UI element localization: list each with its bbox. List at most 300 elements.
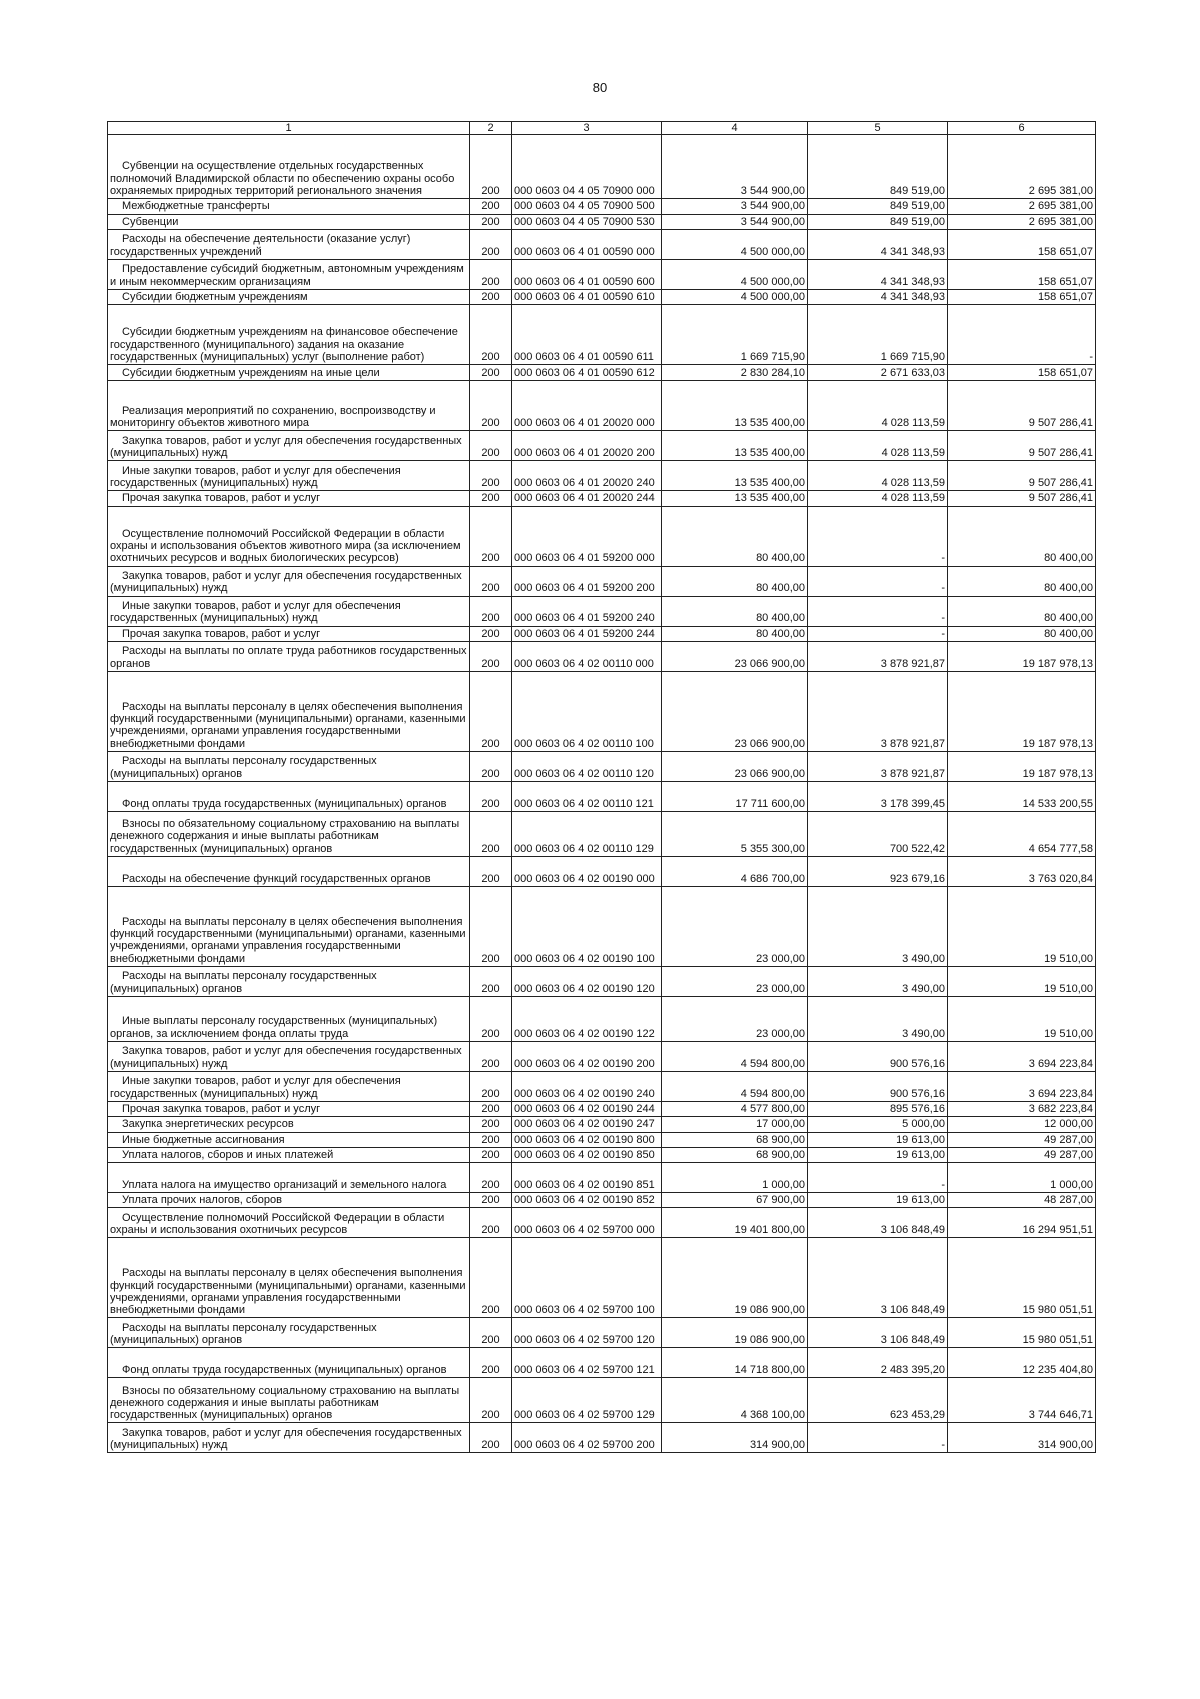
- row-admin-code: 200: [470, 1423, 512, 1453]
- row-admin-code: 200: [470, 781, 512, 811]
- table-row: [108, 996, 1096, 1041]
- row-unexecuted-amount: 49 287,00: [948, 1132, 1096, 1147]
- row-approved-amount: 2 830 284,10: [662, 365, 808, 381]
- row-name: [108, 751, 470, 781]
- row-budget-code: 000 0603 06 4 02 00190 850: [512, 1147, 662, 1162]
- row-admin-code: 200: [470, 461, 512, 491]
- row-admin-code: 200: [470, 1378, 512, 1423]
- row-name: [108, 461, 470, 491]
- row-name-text: Межбюджетные трансферты: [122, 200, 270, 213]
- row-name-text: Расходы на выплаты персоналу государственных (муниципальных) органов: [110, 1321, 377, 1347]
- row-name: [108, 1071, 470, 1101]
- row-unexecuted-amount: 4 654 777,58: [948, 811, 1096, 856]
- row-budget-code: 000 0603 06 4 02 00190 120: [512, 966, 662, 996]
- table-row: [108, 381, 1096, 431]
- table-row: [108, 671, 1096, 751]
- row-budget-code: 000 0603 06 4 02 00190 200: [512, 1041, 662, 1071]
- table-row: [108, 199, 1096, 214]
- row-budget-code: 000 0603 06 4 02 00190 100: [512, 886, 662, 966]
- row-unexecuted-amount: 80 400,00: [948, 626, 1096, 641]
- row-unexecuted-amount: 19 187 978,13: [948, 751, 1096, 781]
- row-budget-code: 000 0603 06 4 01 00590 610: [512, 289, 662, 304]
- row-executed-amount: 2 483 395,20: [808, 1348, 948, 1378]
- row-approved-amount: 4 594 800,00: [662, 1071, 808, 1101]
- row-name: [108, 641, 470, 671]
- row-approved-amount: 19 086 900,00: [662, 1318, 808, 1348]
- row-budget-code: 000 0603 06 4 02 00190 240: [512, 1071, 662, 1101]
- row-admin-code: 200: [470, 289, 512, 304]
- row-budget-code: 000 0603 06 4 02 00110 100: [512, 671, 662, 751]
- table-row: [108, 1132, 1096, 1147]
- row-admin-code: 200: [470, 1348, 512, 1378]
- row-approved-amount: 5 355 300,00: [662, 811, 808, 856]
- row-name-text: Расходы на выплаты персоналу в целях обеспечения выполнения функций государственными (муниципальными) органами, казенными учреждениями, органами управления государственными внебюджетными фондами: [110, 915, 466, 965]
- row-executed-amount: 3 106 848,49: [808, 1208, 948, 1238]
- row-name-text: Расходы на выплаты по оплате труда работников государственных органов: [110, 645, 467, 670]
- row-executed-amount: -: [808, 566, 948, 596]
- row-executed-amount: 900 576,16: [808, 1041, 948, 1071]
- row-admin-code: 200: [470, 641, 512, 671]
- table-row: [108, 596, 1096, 626]
- row-name: [108, 1132, 470, 1147]
- row-admin-code: 200: [470, 365, 512, 381]
- row-name: [108, 1041, 470, 1071]
- row-budget-code: 000 0603 06 4 01 20020 000: [512, 381, 662, 431]
- row-executed-amount: 3 106 848,49: [808, 1238, 948, 1318]
- row-executed-amount: 849 519,00: [808, 214, 948, 229]
- row-budget-code: 000 0603 06 4 02 59700 200: [512, 1423, 662, 1453]
- row-name: [108, 491, 470, 506]
- table-row: [108, 1117, 1096, 1132]
- row-unexecuted-amount: 3 763 020,84: [948, 856, 1096, 886]
- table-row: [108, 1318, 1096, 1348]
- row-name-text: Осуществление полномочий Российской Федерации в области охраны и использования объектов животного мира (за исключением охотничьих ресурсов и водных биологических ресурсов): [110, 527, 461, 565]
- row-approved-amount: 4 500 000,00: [662, 229, 808, 259]
- row-unexecuted-amount: 9 507 286,41: [948, 381, 1096, 431]
- row-admin-code: 200: [470, 626, 512, 641]
- row-approved-amount: 4 594 800,00: [662, 1041, 808, 1071]
- table-row: [108, 1238, 1096, 1318]
- row-unexecuted-amount: 19 187 978,13: [948, 671, 1096, 751]
- row-name: [108, 781, 470, 811]
- row-budget-code: 000 0603 04 4 05 70900 530: [512, 214, 662, 229]
- row-budget-code: 000 0603 06 4 01 20020 200: [512, 431, 662, 461]
- table-row: [108, 461, 1096, 491]
- row-budget-code: 000 0603 06 4 02 59700 121: [512, 1348, 662, 1378]
- row-name: [108, 506, 470, 566]
- row-approved-amount: 23 066 900,00: [662, 751, 808, 781]
- row-approved-amount: 13 535 400,00: [662, 431, 808, 461]
- row-executed-amount: 3 490,00: [808, 996, 948, 1041]
- row-approved-amount: 19 086 900,00: [662, 1238, 808, 1318]
- row-budget-code: 000 0603 06 4 02 00190 851: [512, 1163, 662, 1193]
- row-budget-code: 000 0603 06 4 01 00590 600: [512, 259, 662, 289]
- row-executed-amount: 1 669 715,90: [808, 305, 948, 365]
- row-executed-amount: 4 341 348,93: [808, 229, 948, 259]
- row-unexecuted-amount: 158 651,07: [948, 259, 1096, 289]
- row-unexecuted-amount: 19 510,00: [948, 886, 1096, 966]
- row-unexecuted-amount: 19 510,00: [948, 966, 1096, 996]
- row-name-text: Осуществление полномочий Российской Федерации в области охраны и использования охотничьих ресурсов: [110, 1211, 445, 1237]
- row-budget-code: 000 0603 06 4 01 00590 612: [512, 365, 662, 381]
- row-executed-amount: 2 671 633,03: [808, 365, 948, 381]
- row-unexecuted-amount: 314 900,00: [948, 1423, 1096, 1453]
- row-budget-code: 000 0603 04 4 05 70900 500: [512, 199, 662, 214]
- row-name-text: Расходы на выплаты персоналу государственных (муниципальных) органов: [110, 970, 377, 995]
- row-name-text: Прочая закупка товаров, работ и услуг: [122, 1102, 321, 1115]
- row-executed-amount: 3 878 921,87: [808, 641, 948, 671]
- row-approved-amount: 23 000,00: [662, 996, 808, 1041]
- row-name: [108, 305, 470, 365]
- row-admin-code: 200: [470, 671, 512, 751]
- row-admin-code: 200: [470, 506, 512, 566]
- row-name-text: Субсидии бюджетным учреждениям: [122, 290, 308, 303]
- row-admin-code: 200: [470, 566, 512, 596]
- row-name-text: Расходы на выплаты персоналу в целях обеспечения выполнения функций государственными (муниципальными) органами, казенными учреждениями, органами управления государственными внебюджетными фондами: [110, 1267, 466, 1317]
- row-approved-amount: 3 544 900,00: [662, 214, 808, 229]
- row-name-text: Закупка товаров, работ и услуг для обеспечения государственных (муниципальных) нужд: [110, 434, 462, 459]
- row-budget-code: 000 0603 06 4 02 00110 120: [512, 751, 662, 781]
- table-row: [108, 135, 1096, 199]
- row-name: [108, 671, 470, 751]
- row-unexecuted-amount: 15 980 051,51: [948, 1238, 1096, 1318]
- row-name-text: Субвенции: [122, 215, 179, 228]
- row-unexecuted-amount: 3 682 223,84: [948, 1101, 1096, 1116]
- row-executed-amount: 19 613,00: [808, 1132, 948, 1147]
- row-executed-amount: 4 028 113,59: [808, 381, 948, 431]
- row-executed-amount: 19 613,00: [808, 1147, 948, 1162]
- column-header: 6: [948, 122, 1096, 135]
- table-row: [108, 626, 1096, 641]
- row-name-text: Взносы по обязательному социальному страхованию на выплаты денежного содержания и иные выплаты работникам государственных (муниципальных) органов: [110, 817, 460, 855]
- row-unexecuted-amount: 80 400,00: [948, 506, 1096, 566]
- row-unexecuted-amount: 2 695 381,00: [948, 199, 1096, 214]
- row-name-text: Уплата налогов, сборов и иных платежей: [122, 1148, 334, 1161]
- row-name-text: Прочая закупка товаров, работ и услуг: [122, 492, 321, 505]
- row-budget-code: 000 0603 06 4 01 00590 000: [512, 229, 662, 259]
- row-name-text: Субсидии бюджетным учреждениям на иные цели: [122, 366, 380, 379]
- row-unexecuted-amount: 158 651,07: [948, 229, 1096, 259]
- row-approved-amount: 19 401 800,00: [662, 1208, 808, 1238]
- row-approved-amount: 13 535 400,00: [662, 381, 808, 431]
- row-budget-code: 000 0603 06 4 01 20020 240: [512, 461, 662, 491]
- row-approved-amount: 23 000,00: [662, 966, 808, 996]
- row-budget-code: 000 0603 06 4 01 59200 200: [512, 566, 662, 596]
- row-name: [108, 1208, 470, 1238]
- row-unexecuted-amount: 80 400,00: [948, 596, 1096, 626]
- row-executed-amount: 923 679,16: [808, 856, 948, 886]
- column-header: 2: [470, 122, 512, 135]
- row-name-text: Предоставление субсидий бюджетным, автономным учреждениям и иным некоммерческим организациям: [110, 263, 464, 288]
- row-name: [108, 365, 470, 381]
- row-unexecuted-amount: 15 980 051,51: [948, 1318, 1096, 1348]
- row-name-text: Взносы по обязательному социальному страхованию на выплаты денежного содержания и иные выплаты работникам государственных (муниципальных) органов: [110, 1384, 460, 1422]
- row-approved-amount: 67 900,00: [662, 1193, 808, 1208]
- row-budget-code: 000 0603 06 4 02 59700 100: [512, 1238, 662, 1318]
- row-admin-code: 200: [470, 491, 512, 506]
- row-budget-code: 000 0603 06 4 02 00190 244: [512, 1101, 662, 1116]
- row-name-text: Закупка товаров, работ и услуг для обеспечения государственных (муниципальных) нужд: [110, 1426, 462, 1452]
- row-name: [108, 811, 470, 856]
- row-name: [108, 856, 470, 886]
- row-executed-amount: 3 878 921,87: [808, 671, 948, 751]
- row-unexecuted-amount: 14 533 200,55: [948, 781, 1096, 811]
- row-name: [108, 381, 470, 431]
- row-name-text: Расходы на выплаты персоналу в целях обеспечения выполнения функций государственными (муниципальными) органами, казенными учреждениями, органами управления государственными внебюджетными фондами: [110, 700, 466, 750]
- row-name: [108, 1101, 470, 1116]
- row-admin-code: 200: [470, 305, 512, 365]
- row-approved-amount: 4 686 700,00: [662, 856, 808, 886]
- row-name: [108, 1238, 470, 1318]
- row-approved-amount: 1 000,00: [662, 1163, 808, 1193]
- row-admin-code: 200: [470, 811, 512, 856]
- row-approved-amount: 3 544 900,00: [662, 199, 808, 214]
- row-approved-amount: 1 669 715,90: [662, 305, 808, 365]
- row-budget-code: 000 0603 06 4 01 00590 611: [512, 305, 662, 365]
- row-approved-amount: 4 577 800,00: [662, 1101, 808, 1116]
- row-admin-code: 200: [470, 214, 512, 229]
- row-unexecuted-amount: 12 235 404,80: [948, 1348, 1096, 1378]
- row-approved-amount: 17 711 600,00: [662, 781, 808, 811]
- row-unexecuted-amount: 49 287,00: [948, 1147, 1096, 1162]
- row-unexecuted-amount: 3 694 223,84: [948, 1071, 1096, 1101]
- row-admin-code: 200: [470, 431, 512, 461]
- column-header: 1: [108, 122, 470, 135]
- row-executed-amount: 5 000,00: [808, 1117, 948, 1132]
- table-row: [108, 641, 1096, 671]
- row-admin-code: 200: [470, 966, 512, 996]
- row-unexecuted-amount: 80 400,00: [948, 566, 1096, 596]
- row-approved-amount: 23 066 900,00: [662, 641, 808, 671]
- row-name: [108, 1147, 470, 1162]
- row-admin-code: 200: [470, 1238, 512, 1318]
- row-approved-amount: 23 000,00: [662, 886, 808, 966]
- row-admin-code: 200: [470, 596, 512, 626]
- row-executed-amount: 623 453,29: [808, 1378, 948, 1423]
- column-header: 3: [512, 122, 662, 135]
- row-admin-code: 200: [470, 1071, 512, 1101]
- table-row: [108, 886, 1096, 966]
- table-row: [108, 229, 1096, 259]
- table-row: [108, 1378, 1096, 1423]
- row-executed-amount: 3 178 399,45: [808, 781, 948, 811]
- table-row: [108, 305, 1096, 365]
- row-unexecuted-amount: 2 695 381,00: [948, 214, 1096, 229]
- table-row: [108, 1071, 1096, 1101]
- row-executed-amount: -: [808, 626, 948, 641]
- table-row: [108, 1147, 1096, 1162]
- row-name: [108, 289, 470, 304]
- row-name: [108, 1163, 470, 1193]
- row-admin-code: 200: [470, 1193, 512, 1208]
- row-unexecuted-amount: 3 694 223,84: [948, 1041, 1096, 1071]
- row-executed-amount: 4 028 113,59: [808, 431, 948, 461]
- row-name: [108, 626, 470, 641]
- row-unexecuted-amount: 12 000,00: [948, 1117, 1096, 1132]
- row-budget-code: 000 0603 06 4 02 00190 800: [512, 1132, 662, 1147]
- row-budget-code: 000 0603 06 4 02 59700 129: [512, 1378, 662, 1423]
- row-approved-amount: 17 000,00: [662, 1117, 808, 1132]
- row-name: [108, 199, 470, 214]
- row-admin-code: 200: [470, 1318, 512, 1348]
- row-unexecuted-amount: 19 187 978,13: [948, 641, 1096, 671]
- row-name: [108, 1378, 470, 1423]
- row-unexecuted-amount: 19 510,00: [948, 996, 1096, 1041]
- row-name-text: Уплата прочих налогов, сборов: [122, 1194, 282, 1207]
- row-budget-code: 000 0603 06 4 02 00110 121: [512, 781, 662, 811]
- row-approved-amount: 80 400,00: [662, 506, 808, 566]
- table-row: [108, 214, 1096, 229]
- row-admin-code: 200: [470, 1117, 512, 1132]
- row-unexecuted-amount: 9 507 286,41: [948, 461, 1096, 491]
- row-admin-code: 200: [470, 1101, 512, 1116]
- row-name-text: Субсидии бюджетным учреждениям на финансовое обеспечение государственного (муниципального) задания на оказание государственных (муниципальных) услуг (выполнение работ): [110, 326, 458, 363]
- row-executed-amount: -: [808, 596, 948, 626]
- row-admin-code: 200: [470, 996, 512, 1041]
- row-name-text: Иные выплаты персоналу государственных (муниципальных) органов, за исключением фонда оплаты труда: [110, 1015, 438, 1040]
- row-name-text: Уплата налога на имущество организаций и земельного налога: [122, 1178, 447, 1191]
- table-row: [108, 811, 1096, 856]
- row-name: [108, 135, 470, 199]
- table-row: [108, 1163, 1096, 1193]
- row-approved-amount: 13 535 400,00: [662, 491, 808, 506]
- row-name: [108, 229, 470, 259]
- row-unexecuted-amount: 2 695 381,00: [948, 135, 1096, 199]
- table-row: [108, 431, 1096, 461]
- table-row: [108, 1348, 1096, 1378]
- row-approved-amount: 4 500 000,00: [662, 289, 808, 304]
- row-unexecuted-amount: 3 744 646,71: [948, 1378, 1096, 1423]
- row-name: [108, 214, 470, 229]
- row-unexecuted-amount: 1 000,00: [948, 1163, 1096, 1193]
- row-admin-code: 200: [470, 1163, 512, 1193]
- row-admin-code: 200: [470, 1147, 512, 1162]
- row-budget-code: 000 0603 06 4 02 00190 247: [512, 1117, 662, 1132]
- row-executed-amount: 19 613,00: [808, 1193, 948, 1208]
- row-unexecuted-amount: 158 651,07: [948, 289, 1096, 304]
- row-budget-code: 000 0603 06 4 02 59700 000: [512, 1208, 662, 1238]
- row-executed-amount: -: [808, 1163, 948, 1193]
- row-name: [108, 996, 470, 1041]
- row-admin-code: 200: [470, 135, 512, 199]
- row-executed-amount: 4 341 348,93: [808, 289, 948, 304]
- row-name: [108, 1117, 470, 1132]
- table-row: [108, 259, 1096, 289]
- table-row: [108, 1193, 1096, 1208]
- row-name-text: Иные закупки товаров, работ и услуг для обеспечения государственных (муниципальных) нужд: [110, 464, 401, 489]
- row-unexecuted-amount: 16 294 951,51: [948, 1208, 1096, 1238]
- row-name: [108, 886, 470, 966]
- table-row: [108, 966, 1096, 996]
- row-admin-code: 200: [470, 1208, 512, 1238]
- row-executed-amount: 849 519,00: [808, 199, 948, 214]
- row-admin-code: 200: [470, 886, 512, 966]
- row-name: [108, 431, 470, 461]
- table-row: [108, 1101, 1096, 1116]
- row-name-text: Фонд оплаты труда государственных (муниципальных) органов: [122, 1364, 447, 1377]
- row-name-text: Иные закупки товаров, работ и услуг для обеспечения государственных (муниципальных) нужд: [110, 599, 401, 625]
- row-budget-code: 000 0603 06 4 02 59700 120: [512, 1318, 662, 1348]
- row-name-text: Закупка товаров, работ и услуг для обеспечения государственных (муниципальных) нужд: [110, 1045, 462, 1070]
- row-approved-amount: 23 066 900,00: [662, 671, 808, 751]
- row-admin-code: 200: [470, 1041, 512, 1071]
- row-approved-amount: 314 900,00: [662, 1423, 808, 1453]
- table-row: [108, 491, 1096, 506]
- row-budget-code: 000 0603 06 4 01 59200 244: [512, 626, 662, 641]
- row-name: [108, 259, 470, 289]
- row-admin-code: 200: [470, 751, 512, 781]
- row-name-text: Расходы на выплаты персоналу государственных (муниципальных) органов: [110, 755, 377, 780]
- row-approved-amount: 80 400,00: [662, 566, 808, 596]
- table-row: [108, 856, 1096, 886]
- table-row: [108, 566, 1096, 596]
- row-name: [108, 1348, 470, 1378]
- row-budget-code: 000 0603 06 4 02 00190 122: [512, 996, 662, 1041]
- row-name: [108, 1193, 470, 1208]
- row-executed-amount: 900 576,16: [808, 1071, 948, 1101]
- table-row: [108, 781, 1096, 811]
- row-admin-code: 200: [470, 856, 512, 886]
- row-admin-code: 200: [470, 259, 512, 289]
- row-approved-amount: 4 368 100,00: [662, 1378, 808, 1423]
- row-approved-amount: 3 544 900,00: [662, 135, 808, 199]
- row-unexecuted-amount: -: [948, 305, 1096, 365]
- row-name: [108, 596, 470, 626]
- row-budget-code: 000 0603 06 4 02 00110 129: [512, 811, 662, 856]
- row-name: [108, 966, 470, 996]
- row-name-text: Субвенции на осуществление отдельных государственных полномочий Владимирской области по обеспечению охраны особо охраняемых природных территорий регионального значения: [110, 160, 455, 197]
- row-name-text: Расходы на обеспечение функций государственных органов: [122, 872, 431, 885]
- row-approved-amount: 4 500 000,00: [662, 259, 808, 289]
- row-unexecuted-amount: 9 507 286,41: [948, 491, 1096, 506]
- row-name-text: Иные бюджетные ассигнования: [122, 1133, 285, 1146]
- page-number: 80: [592, 80, 608, 95]
- row-approved-amount: 80 400,00: [662, 626, 808, 641]
- table-row: [108, 1423, 1096, 1453]
- row-budget-code: 000 0603 06 4 02 00190 852: [512, 1193, 662, 1208]
- row-approved-amount: 14 718 800,00: [662, 1348, 808, 1378]
- row-executed-amount: 4 341 348,93: [808, 259, 948, 289]
- row-executed-amount: -: [808, 506, 948, 566]
- row-executed-amount: 4 028 113,59: [808, 461, 948, 491]
- row-budget-code: 000 0603 06 4 02 00110 000: [512, 641, 662, 671]
- row-name-text: Фонд оплаты труда государственных (муниципальных) органов: [122, 797, 447, 810]
- table-row: [108, 506, 1096, 566]
- row-name: [108, 1318, 470, 1348]
- column-number-row: [108, 122, 1096, 135]
- row-name: [108, 566, 470, 596]
- row-unexecuted-amount: 48 287,00: [948, 1193, 1096, 1208]
- row-budget-code: 000 0603 04 4 05 70900 000: [512, 135, 662, 199]
- row-executed-amount: 895 576,16: [808, 1101, 948, 1116]
- table-row: [108, 365, 1096, 381]
- row-executed-amount: 849 519,00: [808, 135, 948, 199]
- column-header: 5: [808, 122, 948, 135]
- row-executed-amount: 4 028 113,59: [808, 491, 948, 506]
- row-executed-amount: 3 490,00: [808, 886, 948, 966]
- row-name-text: Прочая закупка товаров, работ и услуг: [122, 627, 321, 640]
- row-approved-amount: 80 400,00: [662, 596, 808, 626]
- row-unexecuted-amount: 158 651,07: [948, 365, 1096, 381]
- table-row: [108, 751, 1096, 781]
- column-header: 4: [662, 122, 808, 135]
- row-budget-code: 000 0603 06 4 01 59200 240: [512, 596, 662, 626]
- row-executed-amount: 3 878 921,87: [808, 751, 948, 781]
- row-executed-amount: -: [808, 1423, 948, 1453]
- row-name: [108, 1423, 470, 1453]
- row-name-text: Иные закупки товаров, работ и услуг для обеспечения государственных (муниципальных) нужд: [110, 1075, 401, 1100]
- budget-table: [107, 121, 1096, 1453]
